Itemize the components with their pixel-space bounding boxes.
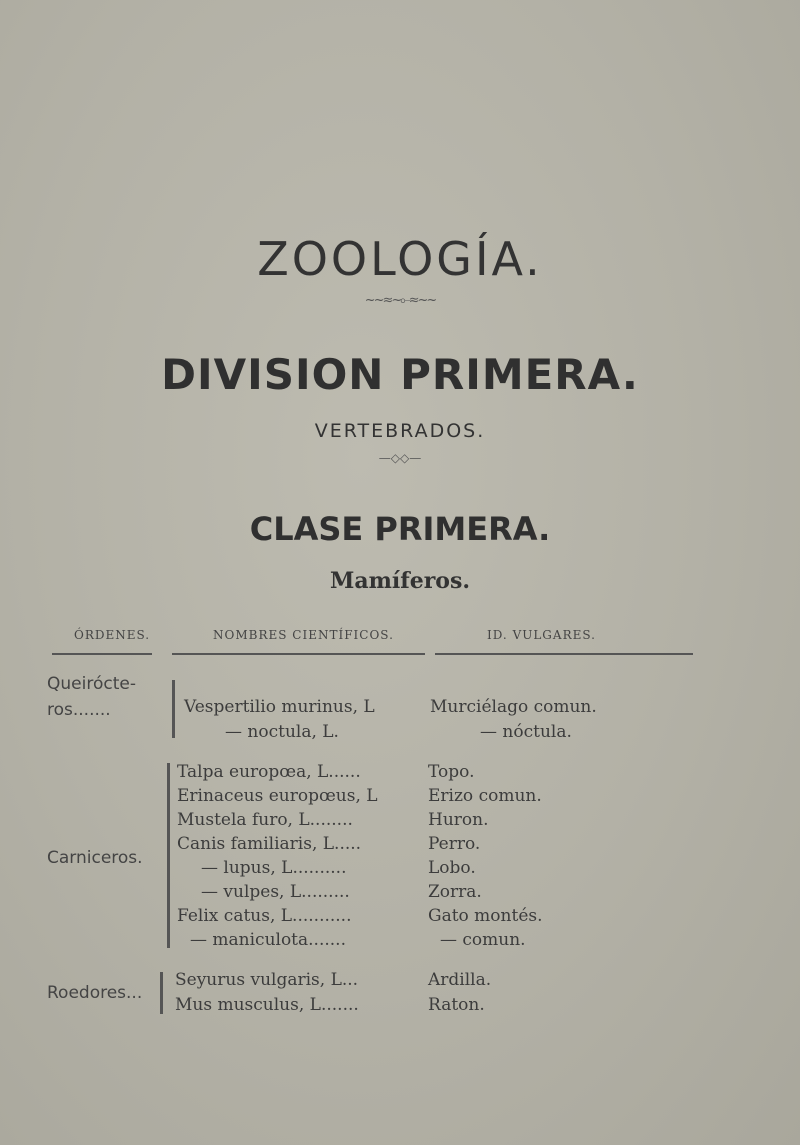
vulgar-name: — nóctula. — [480, 722, 572, 742]
column-header-ordenes: ÓRDENES. — [74, 628, 151, 642]
brace — [167, 763, 170, 948]
order-label-line: Roedores... — [47, 983, 143, 1003]
scientific-name: Vespertilio murinus, L — [184, 697, 375, 717]
division-heading: DIVISION PRIMERA. — [161, 350, 639, 399]
header-rule — [172, 653, 425, 655]
scientific-name: Talpa europœa, L...... — [177, 762, 361, 782]
vulgar-name: Topo. — [428, 762, 475, 782]
subdivision-heading: VERTEBRADOS. — [314, 420, 486, 442]
vulgar-name: Ardilla. — [428, 970, 492, 990]
order-label-line: Queirócte- — [47, 674, 136, 694]
order-label-line: ros....... — [47, 700, 111, 720]
scientific-name: — lupus, L.......... — [201, 858, 347, 878]
vulgar-name: Gato montés. — [428, 906, 543, 926]
header-rule — [435, 653, 693, 655]
page-title: ZOOLOGÍA. — [257, 232, 543, 286]
scientific-name: — noctula, L. — [225, 722, 339, 742]
vulgar-name: Zorra. — [428, 882, 482, 902]
scientific-name: — maniculota....... — [190, 930, 346, 950]
scientific-name: Canis familiaris, L..... — [177, 834, 362, 854]
scientific-name: — vulpes, L......... — [201, 882, 350, 902]
scientific-name: Seyurus vulgaris, L... — [175, 970, 359, 990]
scientific-name: Mus musculus, L....... — [175, 995, 359, 1015]
vulgar-name: Erizo comun. — [428, 786, 542, 806]
brace — [172, 680, 175, 738]
vulgar-name: Raton. — [428, 995, 485, 1015]
header-rule — [52, 653, 152, 655]
vulgar-name: Murciélago comun. — [430, 697, 597, 717]
brace — [160, 972, 163, 1014]
ornament-divider: ~~≈~⟜≈~~ — [364, 293, 436, 308]
ornament-divider-small: —◇◇— — [378, 451, 422, 465]
order-label-line: Carniceros. — [47, 848, 143, 868]
column-header-nombres: NOMBRES CIENTÍFICOS. — [213, 628, 394, 642]
scientific-name: Erinaceus europœus, L — [177, 786, 378, 806]
class-heading: CLASE PRIMERA. — [249, 510, 551, 548]
vulgar-name: Lobo. — [428, 858, 476, 878]
vulgar-name: Perro. — [428, 834, 481, 854]
vulgar-name: — comun. — [440, 930, 526, 950]
scientific-name: Felix catus, L........... — [177, 906, 352, 926]
vulgar-name: Huron. — [428, 810, 489, 830]
column-header-vulgares: ID. VULGARES. — [487, 628, 596, 642]
scientific-name: Mustela furo, L........ — [177, 810, 353, 830]
subclass-heading: Mamíferos. — [329, 568, 470, 594]
